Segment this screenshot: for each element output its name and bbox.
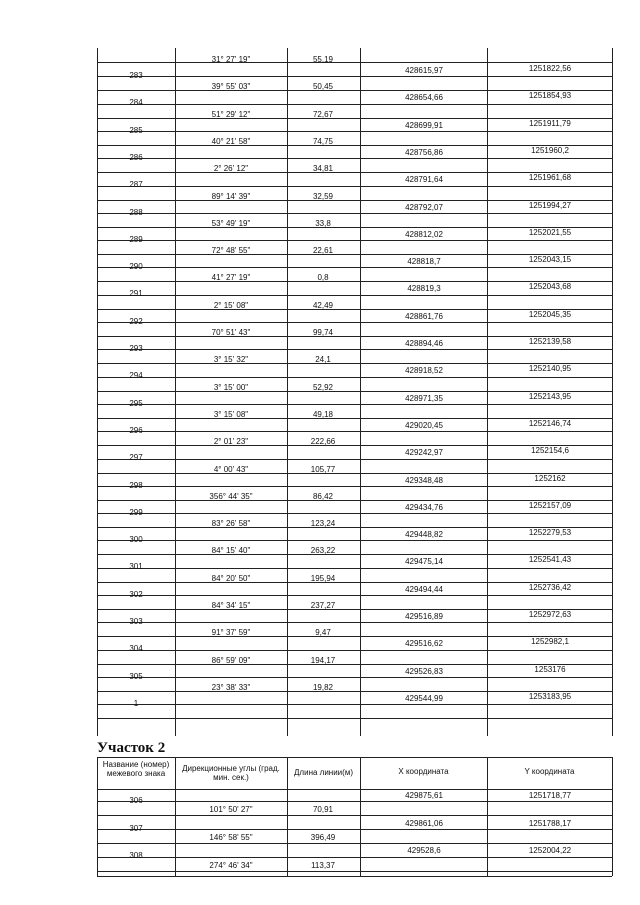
direction-angle-cell: 101° 50' 27"	[209, 805, 253, 814]
direction-angle-cell: 3° 15' 32"	[213, 355, 249, 364]
x-coordinate-cell: 428699,91	[405, 121, 443, 130]
boundary-point-name-cell: 299	[129, 508, 143, 517]
line-length-cell: 52,92	[312, 383, 334, 392]
boundary-point-name-cell: 294	[129, 371, 143, 380]
direction-angle-cell: 51° 29' 12"	[211, 110, 251, 119]
y-coordinate-cell: 1252982,1	[531, 637, 569, 646]
x-coordinate-cell: 429475,14	[405, 557, 443, 566]
line-length-cell: 70,91	[312, 805, 334, 814]
boundary-point-name-cell: 305	[129, 672, 143, 681]
column-rule	[175, 48, 176, 736]
boundary-point-name-cell: 300	[129, 535, 143, 544]
boundary-point-name-cell: 288	[129, 208, 143, 217]
y-coordinate-cell: 1251822,56	[528, 64, 572, 73]
row-rule	[97, 677, 612, 678]
x-coordinate-cell: 428861,76	[405, 312, 443, 321]
x-coordinate-cell: 428615,97	[405, 66, 443, 75]
y-coordinate-cell: 1252143,95	[528, 392, 572, 401]
boundary-point-name-cell: 295	[129, 399, 143, 408]
boundary-point-name-cell: 284	[129, 98, 143, 107]
y-coordinate-cell: 1253176	[534, 665, 566, 674]
column-rule	[487, 757, 488, 876]
row-rule	[97, 431, 612, 432]
boundary-point-name-cell: 285	[129, 126, 143, 135]
line-length-cell: 263,22	[310, 546, 336, 555]
line-length-cell: 99,74	[312, 328, 334, 337]
y-coordinate-cell: 1252045,35	[528, 310, 572, 319]
boundary-point-name-cell: 289	[129, 235, 143, 244]
boundary-point-name-cell: 308	[129, 851, 143, 860]
y-coordinate-cell: 1251718,77	[528, 791, 572, 800]
direction-angle-cell: 70° 51' 43"	[211, 328, 251, 337]
boundary-point-name-cell: 303	[129, 617, 143, 626]
line-length-cell: 50,45	[312, 82, 334, 91]
y-coordinate-cell: 1252004,22	[528, 846, 572, 855]
line-length-cell: 49,18	[312, 410, 334, 419]
boundary-point-name-cell: 292	[129, 317, 143, 326]
row-rule	[97, 843, 612, 844]
direction-angle-cell: 84° 34' 15"	[211, 601, 251, 610]
line-length-cell: 55,19	[312, 55, 334, 64]
y-coordinate-cell: 1251911,79	[529, 119, 571, 128]
line-length-cell: 34,81	[312, 164, 334, 173]
line-length-cell: 32,59	[312, 192, 334, 201]
column-rule	[287, 757, 288, 876]
line-length-cell: 396,49	[310, 833, 336, 842]
line-length-cell: 86,42	[312, 492, 334, 501]
x-coordinate-cell: 428792,07	[405, 203, 443, 212]
direction-angle-cell: 86° 59' 09"	[211, 656, 251, 665]
direction-angle-cell: 40° 21' 58"	[211, 137, 251, 146]
direction-angle-cell: 356° 44' 35"	[209, 492, 253, 501]
line-length-cell: 237,27	[310, 601, 336, 610]
row-rule	[97, 213, 612, 214]
line-length-cell: 22,61	[312, 246, 334, 255]
direction-angle-cell: 3° 15' 08"	[213, 410, 249, 419]
x-coordinate-cell: 429348,48	[405, 476, 443, 485]
direction-angle-cell: 2° 15' 08"	[213, 301, 249, 310]
x-coordinate-cell: 428756,86	[405, 148, 443, 157]
y-coordinate-cell: 1252139,58	[528, 337, 572, 346]
column-rule	[287, 48, 288, 736]
boundary-point-name-cell: 290	[129, 262, 143, 271]
y-coordinate-cell: 1251960,2	[531, 146, 569, 155]
y-coordinate-cell: 1251961,68	[528, 173, 572, 182]
column-rule	[97, 757, 98, 876]
row-rule	[97, 650, 612, 651]
boundary-point-name-cell: 297	[129, 453, 143, 462]
column-rule	[175, 757, 176, 876]
line-length-cell: 113,37	[311, 861, 335, 870]
row-rule	[97, 486, 612, 487]
y-coordinate-cell: 1252043,15	[528, 255, 572, 264]
x-coordinate-cell: 429526,83	[405, 667, 443, 676]
line-length-cell: 0,8	[317, 273, 329, 282]
line-length-cell: 42,49	[312, 301, 334, 310]
x-coordinate-cell: 429020,45	[405, 421, 443, 430]
direction-angle-cell: 23° 38' 33"	[211, 683, 251, 692]
row-rule	[97, 568, 612, 569]
row-rule	[97, 513, 612, 514]
line-length-cell: 222,66	[310, 437, 336, 446]
y-coordinate-cell: 1252154,6	[531, 446, 569, 455]
y-coordinate-cell: 1252162	[534, 474, 566, 483]
column-rule	[360, 48, 361, 736]
y-coordinate-cell: 1252140,95	[528, 364, 572, 373]
x-coordinate-cell: 428654,66	[405, 93, 443, 102]
row-rule	[97, 829, 612, 830]
y-coordinate-cell: 1252541,43	[528, 555, 572, 564]
x-coordinate-cell: 429516,62	[405, 639, 443, 648]
line-length-cell: 24,1	[315, 355, 331, 364]
y-coordinate-cell: 1252021,55	[528, 228, 572, 237]
column-rule	[97, 48, 98, 736]
y-coordinate-cell: 1252279,53	[528, 528, 572, 537]
direction-angle-cell: 146° 58' 55"	[209, 833, 253, 842]
row-rule	[97, 757, 612, 758]
row-rule	[97, 76, 612, 77]
x-coordinate-cell: 429544,99	[405, 694, 443, 703]
row-rule	[97, 857, 612, 858]
row-rule	[97, 377, 612, 378]
boundary-point-name-cell: 302	[129, 590, 143, 599]
header-y-coordinate: Y координата	[524, 767, 575, 776]
x-coordinate-cell: 428971,35	[405, 394, 443, 403]
direction-angle-cell: 83° 26' 58"	[211, 519, 251, 528]
row-rule	[97, 871, 612, 872]
direction-angle-cell: 4° 00' 43"	[213, 465, 249, 474]
header-line-length: Длина линии(м)	[294, 768, 353, 777]
header-x-coordinate: X координата	[398, 767, 449, 776]
y-coordinate-cell: 1252736,42	[528, 583, 572, 592]
row-rule	[97, 240, 612, 241]
x-coordinate-cell: 428818,7	[407, 257, 441, 266]
row-rule	[97, 704, 612, 705]
column-rule	[612, 48, 613, 736]
x-coordinate-cell: 429861,06	[405, 819, 443, 828]
direction-angle-cell: 84° 20' 50"	[211, 574, 251, 583]
row-rule	[97, 595, 612, 596]
direction-angle-cell: 39° 55' 03"	[211, 82, 251, 91]
line-length-cell: 33,8	[315, 219, 331, 228]
x-coordinate-cell: 429494,44	[405, 585, 443, 594]
header-point-name: Название (номер) межевого знака	[102, 760, 170, 778]
row-rule	[97, 459, 612, 460]
column-rule	[360, 757, 361, 876]
line-length-cell: 19,82	[312, 683, 334, 692]
row-rule	[97, 131, 612, 132]
y-coordinate-cell: 1251994,27	[528, 201, 572, 210]
line-length-cell: 123,24	[310, 519, 336, 528]
row-rule	[97, 267, 612, 268]
boundary-point-name-cell: 283	[129, 71, 143, 80]
line-length-cell: 105,77	[310, 465, 336, 474]
line-length-cell: 194,17	[310, 656, 336, 665]
section-2-title: Участок 2	[97, 740, 166, 756]
boundary-point-name-cell: 307	[129, 824, 143, 833]
direction-angle-cell: 84° 15' 40"	[211, 546, 251, 555]
boundary-point-name-cell: 296	[129, 426, 143, 435]
boundary-point-name-cell: 1	[133, 699, 139, 708]
y-coordinate-cell: 1251854,93	[528, 91, 572, 100]
boundary-point-name-cell: 298	[129, 481, 143, 490]
boundary-point-name-cell: 287	[129, 180, 143, 189]
row-rule	[97, 322, 612, 323]
direction-angle-cell: 89° 14' 39"	[211, 192, 251, 201]
row-rule	[97, 104, 612, 105]
direction-angle-cell: 41° 27' 19"	[211, 273, 251, 282]
x-coordinate-cell: 429528,6	[407, 846, 441, 855]
y-coordinate-cell: 1252972,63	[528, 610, 572, 619]
row-rule	[97, 622, 612, 623]
row-rule	[97, 349, 612, 350]
x-coordinate-cell: 428812,02	[405, 230, 443, 239]
y-coordinate-cell: 1252043,68	[528, 282, 572, 291]
header-direction-angle: Дирекционные углы (град. мин. сек.)	[182, 764, 280, 782]
y-coordinate-cell: 1252146,74	[528, 419, 572, 428]
row-rule	[97, 158, 612, 159]
x-coordinate-cell: 428819,3	[407, 284, 441, 293]
x-coordinate-cell: 428894,46	[405, 339, 443, 348]
row-rule	[97, 815, 612, 816]
x-coordinate-cell: 429448,82	[405, 530, 443, 539]
row-rule	[97, 789, 612, 790]
column-rule	[612, 757, 613, 876]
row-rule	[97, 404, 612, 405]
row-rule	[97, 295, 612, 296]
x-coordinate-cell: 428791,64	[405, 175, 443, 184]
row-rule	[97, 876, 612, 877]
x-coordinate-cell: 429242,97	[405, 448, 443, 457]
line-length-cell: 72,67	[312, 110, 334, 119]
row-rule	[97, 186, 612, 187]
direction-angle-cell: 2° 01' 23"	[213, 437, 249, 446]
y-coordinate-cell: 1251788,17	[528, 819, 572, 828]
y-coordinate-cell: 1252157,09	[528, 501, 572, 510]
x-coordinate-cell: 428918,52	[405, 366, 443, 375]
row-rule	[97, 540, 612, 541]
direction-angle-cell: 31° 27' 19"	[211, 55, 251, 64]
boundary-point-name-cell: 291	[129, 289, 143, 298]
boundary-point-name-cell: 286	[129, 153, 143, 162]
boundary-point-name-cell: 306	[129, 796, 143, 805]
direction-angle-cell: 3° 15' 00"	[213, 383, 249, 392]
x-coordinate-cell: 429516,89	[405, 612, 443, 621]
direction-angle-cell: 72° 48' 55"	[211, 246, 251, 255]
direction-angle-cell: 274° 46' 34"	[209, 861, 253, 870]
boundary-point-name-cell: 304	[129, 644, 143, 653]
row-rule	[97, 801, 612, 802]
direction-angle-cell: 53° 49' 19"	[211, 219, 251, 228]
column-rule	[487, 48, 488, 736]
boundary-point-name-cell: 301	[129, 562, 143, 571]
y-coordinate-cell: 1253183,95	[528, 692, 572, 701]
x-coordinate-cell: 429875,61	[405, 791, 443, 800]
boundary-point-name-cell: 293	[129, 344, 143, 353]
line-length-cell: 195,94	[310, 574, 336, 583]
direction-angle-cell: 91° 37' 59"	[211, 628, 251, 637]
direction-angle-cell: 2° 26' 12"	[213, 164, 249, 173]
row-rule	[97, 718, 612, 719]
line-length-cell: 74,75	[312, 137, 334, 146]
x-coordinate-cell: 429434,76	[405, 503, 443, 512]
line-length-cell: 9,47	[315, 628, 331, 637]
